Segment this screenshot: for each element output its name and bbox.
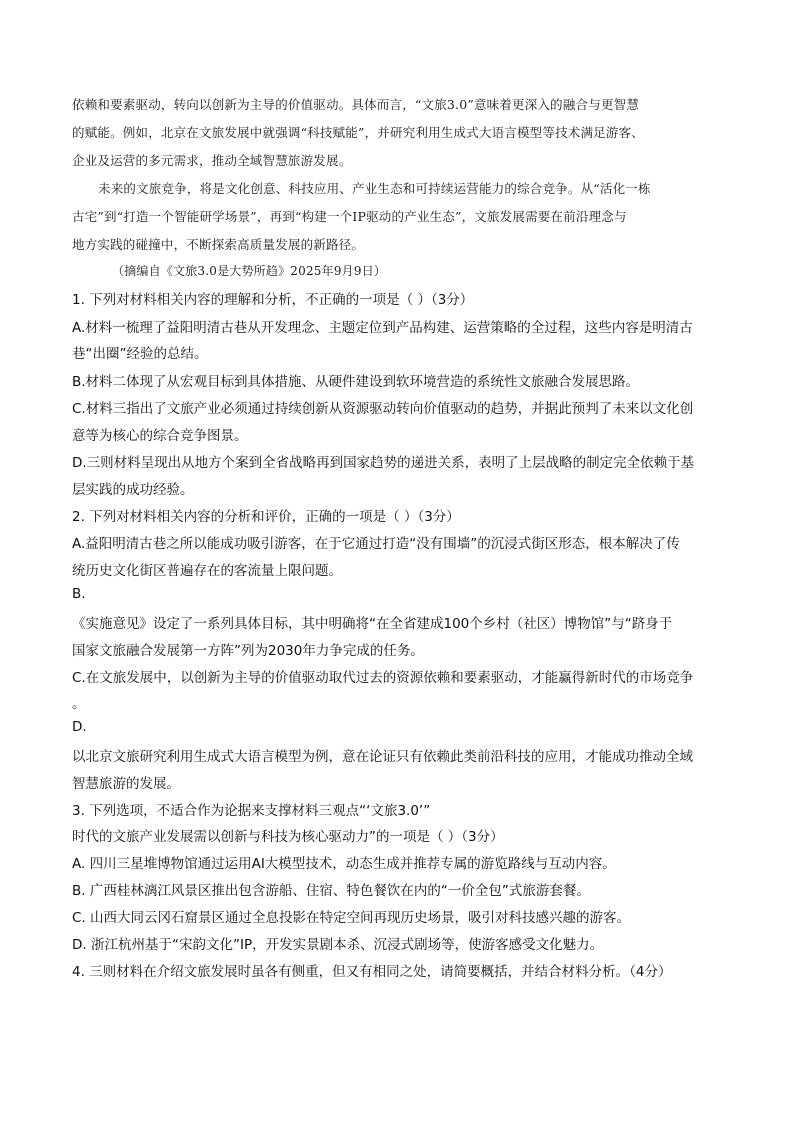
passage-line: 古宅”到“打造一个智能研学场景”，再到“构建一个IP驱动的产业生态”，文旅发展需要在前沿理念与 — [72, 209, 627, 224]
question-2-option-b-label: B. — [72, 586, 86, 602]
question-3-option-d: D. 浙江杭州基于“宋韵文化”IP，开发实景剧本杀、沉浸式剧场等，使游客感受文化魅力。 — [72, 937, 604, 953]
question-3-option-c: C. 山西大同云冈石窟景区通过全息投影在特定空间再现历史场景，吸引对科技感兴趣的游客。 — [72, 910, 631, 926]
question-3-stem: 3. 下列选项，不适合作为论据来支撑材料三观点“‘文旅3.0’” — [72, 803, 431, 819]
question-3-option-a: A. 四川三星堆博物馆通过运用AI大模型技术，动态生成并推荐专属的游览路线与互动内容。 — [72, 856, 616, 872]
question-3-option-b: B. 广西桂林漓江风景区推出包含游船、住宿、特色餐饮在内的“一价全包”式旅游套餐。 — [72, 883, 590, 899]
question-2-option-c-cont: 。 — [72, 696, 86, 712]
question-2-option-a-cont: 统历史文化街区普遍存在的客流量上限问题。 — [72, 563, 342, 579]
question-2-option-b-cont: 国家文旅融合发展第一方阵”列为2030年力争完成的任务。 — [72, 643, 424, 659]
question-1-option-a: A.材料一梳理了益阳明清古巷从开发理念、主题定位到产品构建、运营策略的全过程，这些内容是明清古 — [72, 320, 693, 336]
question-3-stem-cont: 时代的文旅产业发展需以创新与科技为核心驱动力”的一项是（ ）（3分） — [72, 829, 504, 845]
question-2-option-a: A.益阳明清古巷之所以能成功吸引游客，在于它通过打造“没有围墙”的沉浸式街区形态，根本解决了传 — [72, 536, 680, 552]
question-1-option-b: B.材料二体现了从宏观目标到具体措施、从硬件建设到软环境营造的系统性文旅融合发展思路。 — [72, 374, 640, 390]
question-1-option-a-cont: 巷“出圈”经验的总结。 — [72, 346, 208, 362]
question-2-option-d-label: D. — [72, 719, 87, 735]
question-1-stem: 1. 下列对材料相关内容的理解和分析，不正确的一项是（ ）（3分） — [72, 292, 474, 308]
question-4-stem: 4. 三则材料在介绍文旅发展时虽各有侧重，但又有相同之处，请简要概括，并结合材料分析。（4分） — [72, 964, 672, 980]
passage-line: 未来的文旅竞争，将是文化创意、科技应用、产业生态和可持续运营能力的综合竞争。从“活化一栋 — [98, 181, 651, 196]
passage-source: （摘编自《文旅3.0是大势所趋》2025年9月9日） — [112, 264, 387, 278]
passage-line: 依赖和要素驱动，转向以创新为主导的价值驱动。具体而言，“文旅3.0”意味着更深入的融合与更智慧 — [72, 97, 640, 112]
question-1-option-d: D.三则材料呈现出从地方个案到全省战略再到国家趋势的递进关系，表明了上层战略的制定完全依赖于基 — [72, 455, 695, 471]
question-2-option-d-cont: 智慧旅游的发展。 — [72, 776, 180, 792]
question-2-option-d: 以北京文旅研究利用生成式大语言模型为例，意在论证只有依赖此类前沿科技的应用，才能成功推动全域 — [72, 749, 693, 765]
question-1-option-d-cont: 层实践的成功经验。 — [72, 482, 194, 498]
question-2-option-c: C.在文旅发展中，以创新为主导的价值驱动取代过去的资源依赖和要素驱动，才能赢得新时代的市场竞争 — [72, 670, 694, 686]
passage-line: 的赋能。例如，北京在文旅发展中就强调“科技赋能”，并研究利用生成式大语言模型等技术满足游客、 — [72, 125, 644, 140]
question-1-option-c-cont: 意等为核心的综合竞争图景。 — [72, 428, 248, 444]
question-2-stem: 2. 下列对材料相关内容的分析和评价，正确的一项是（ ）（3分） — [72, 509, 460, 525]
question-1-option-c: C.材料三指出了文旅产业必须通过持续创新从资源驱动转向价值驱动的趋势，并据此预判了未来以文化创 — [72, 401, 694, 417]
passage-line: 地方实践的碰撞中，不断探索高质量发展的新路径。 — [72, 237, 365, 252]
passage-line: 企业及运营的多元需求，推动全域智慧旅游发展。 — [72, 153, 352, 168]
question-2-option-b: 《实施意见》设定了一系列具体目标，其中明确将“在全省建成100个乡村（社区）博物馆”与“跻身于 — [72, 616, 673, 632]
